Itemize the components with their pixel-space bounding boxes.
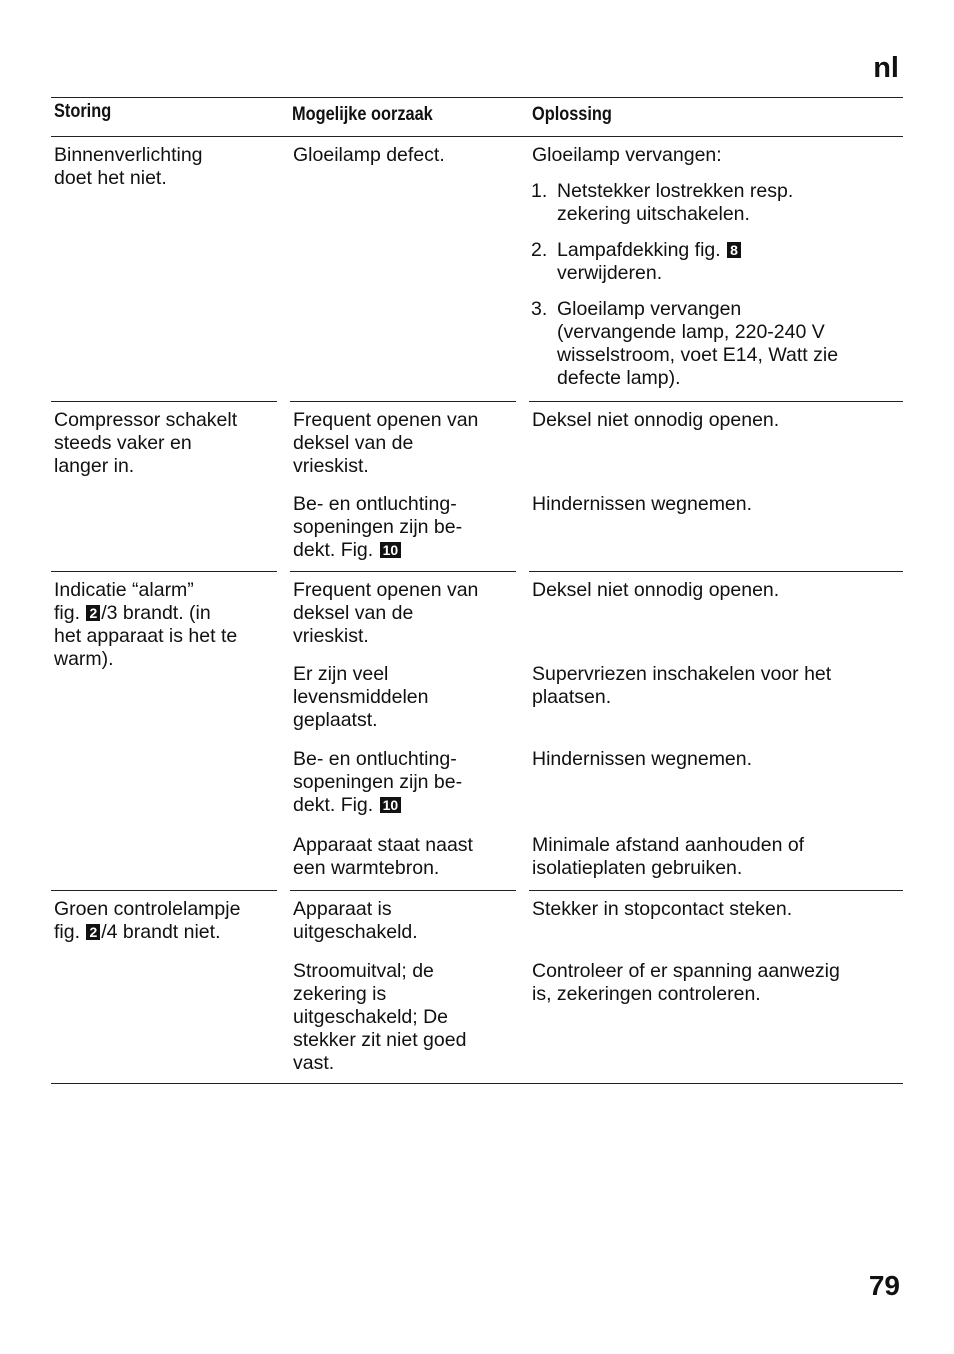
row4-solution-2: Controleer of er spanning aanwezig is, zekeringen controleren.: [532, 960, 840, 1005]
row3-solution-3: Hindernissen wegnemen.: [532, 748, 753, 770]
row1-storing: Binnenverlichting doet het niet.: [54, 144, 203, 189]
step-text: Netstekker lostrekken resp. zekering uitschakelen.: [557, 180, 794, 225]
page-number: 79: [868, 1270, 900, 1301]
row1-oorzaak: Gloeilamp defect.: [293, 144, 445, 166]
figure-ref-badge: 2: [86, 924, 100, 940]
row4-storing: [54, 898, 279, 944]
row3-cause-4: Apparaat staat naast een warmtebron.: [293, 834, 473, 879]
table-bottom-rule: [51, 1083, 903, 1084]
figure-ref-badge: 10: [380, 542, 402, 558]
header-storing: Storing: [54, 101, 112, 122]
storing-rest: het apparaat is het te warm).: [54, 625, 238, 670]
figure-ref-badge: 8: [727, 242, 741, 258]
row1-rule-oplossing: [529, 401, 903, 402]
step-number: 2.: [531, 239, 548, 261]
row1-step-1: [531, 180, 901, 226]
row2-cause-2: [293, 493, 518, 562]
figure-ref-badge: 2: [86, 605, 100, 621]
row2-solution-1: Deksel niet onnodig openen.: [532, 409, 780, 431]
row3-cause-3: [293, 748, 518, 817]
row4-solution-1: Stekker in stopcontact steken.: [532, 898, 793, 920]
row2-rule-storing: [51, 571, 277, 572]
header-oorzaak: Mogelijke oorzaak: [292, 104, 433, 125]
row3-solution-4: Minimale afstand aanhouden of isolatieplaten gebruiken.: [532, 834, 805, 879]
row3-rule-oorzaak: [290, 890, 516, 891]
cause-text: Be- en ontluchting- sopeningen zijn be- dekt. Fig.: [293, 493, 463, 561]
header-bottom-rule: [51, 136, 903, 137]
row3-cause-1: Frequent openen van deksel van de vrieskist.: [293, 579, 479, 647]
row2-storing: Compressor schakelt steeds vaker en langer in.: [54, 409, 238, 477]
header-oplossing: Oplossing: [532, 104, 612, 125]
row3-cause-2: Er zijn veel levensmiddelen geplaatst.: [293, 663, 429, 731]
step-text: [531, 239, 901, 285]
storing-fig-prefix: fig.: [54, 921, 81, 943]
row3-rule-storing: [51, 890, 277, 891]
figure-ref-badge: 10: [380, 797, 402, 813]
row1-rule-storing: [51, 401, 277, 402]
step-number: 1.: [531, 180, 548, 202]
step-text: Gloeilamp vervangen (vervangende lamp, 220-240 V wisselstroom, voet E14, Watt zie defecte lamp).: [557, 298, 839, 389]
storing-line-1: Groen controlelampje: [54, 898, 241, 920]
row3-rule-oplossing: [529, 890, 903, 891]
row2-solution-2: Hindernissen wegnemen.: [532, 493, 753, 515]
row3-solution-1: Deksel niet onnodig openen.: [532, 579, 780, 601]
row2-cause-1: Frequent openen van deksel van de vrieskist.: [293, 409, 479, 477]
row1-step-2: [531, 239, 901, 285]
storing-fig-prefix: fig.: [54, 602, 81, 624]
storing-fig-suffix: /4 brandt niet.: [101, 921, 221, 943]
row1-rule-oorzaak: [290, 401, 516, 402]
row2-rule-oorzaak: [290, 571, 516, 572]
row1-oplossing-intro: Gloeilamp vervangen:: [532, 144, 722, 166]
row1-step-3: [531, 298, 901, 390]
storing-line-1: Indicatie “alarm”: [54, 579, 194, 601]
row4-cause-2: Stroomuitval; de zekering is uitgeschakeld; De stekker zit niet goed vast.: [293, 960, 467, 1074]
storing-fig-suffix: /3 brandt. (in: [101, 602, 211, 624]
step-text-before: Lampafdekking fig.: [557, 239, 721, 261]
table-top-rule: [51, 97, 903, 98]
row4-cause-1: Apparaat is uitgeschakeld.: [293, 898, 418, 943]
row3-storing: [54, 579, 279, 671]
language-code: nl: [873, 52, 899, 84]
row3-solution-2: Supervriezen inschakelen voor het plaatsen.: [532, 663, 832, 708]
row2-rule-oplossing: [529, 571, 903, 572]
step-text-after: verwijderen.: [557, 262, 663, 284]
cause-text: Be- en ontluchting- sopeningen zijn be- dekt. Fig.: [293, 748, 463, 816]
step-number: 3.: [531, 298, 548, 320]
